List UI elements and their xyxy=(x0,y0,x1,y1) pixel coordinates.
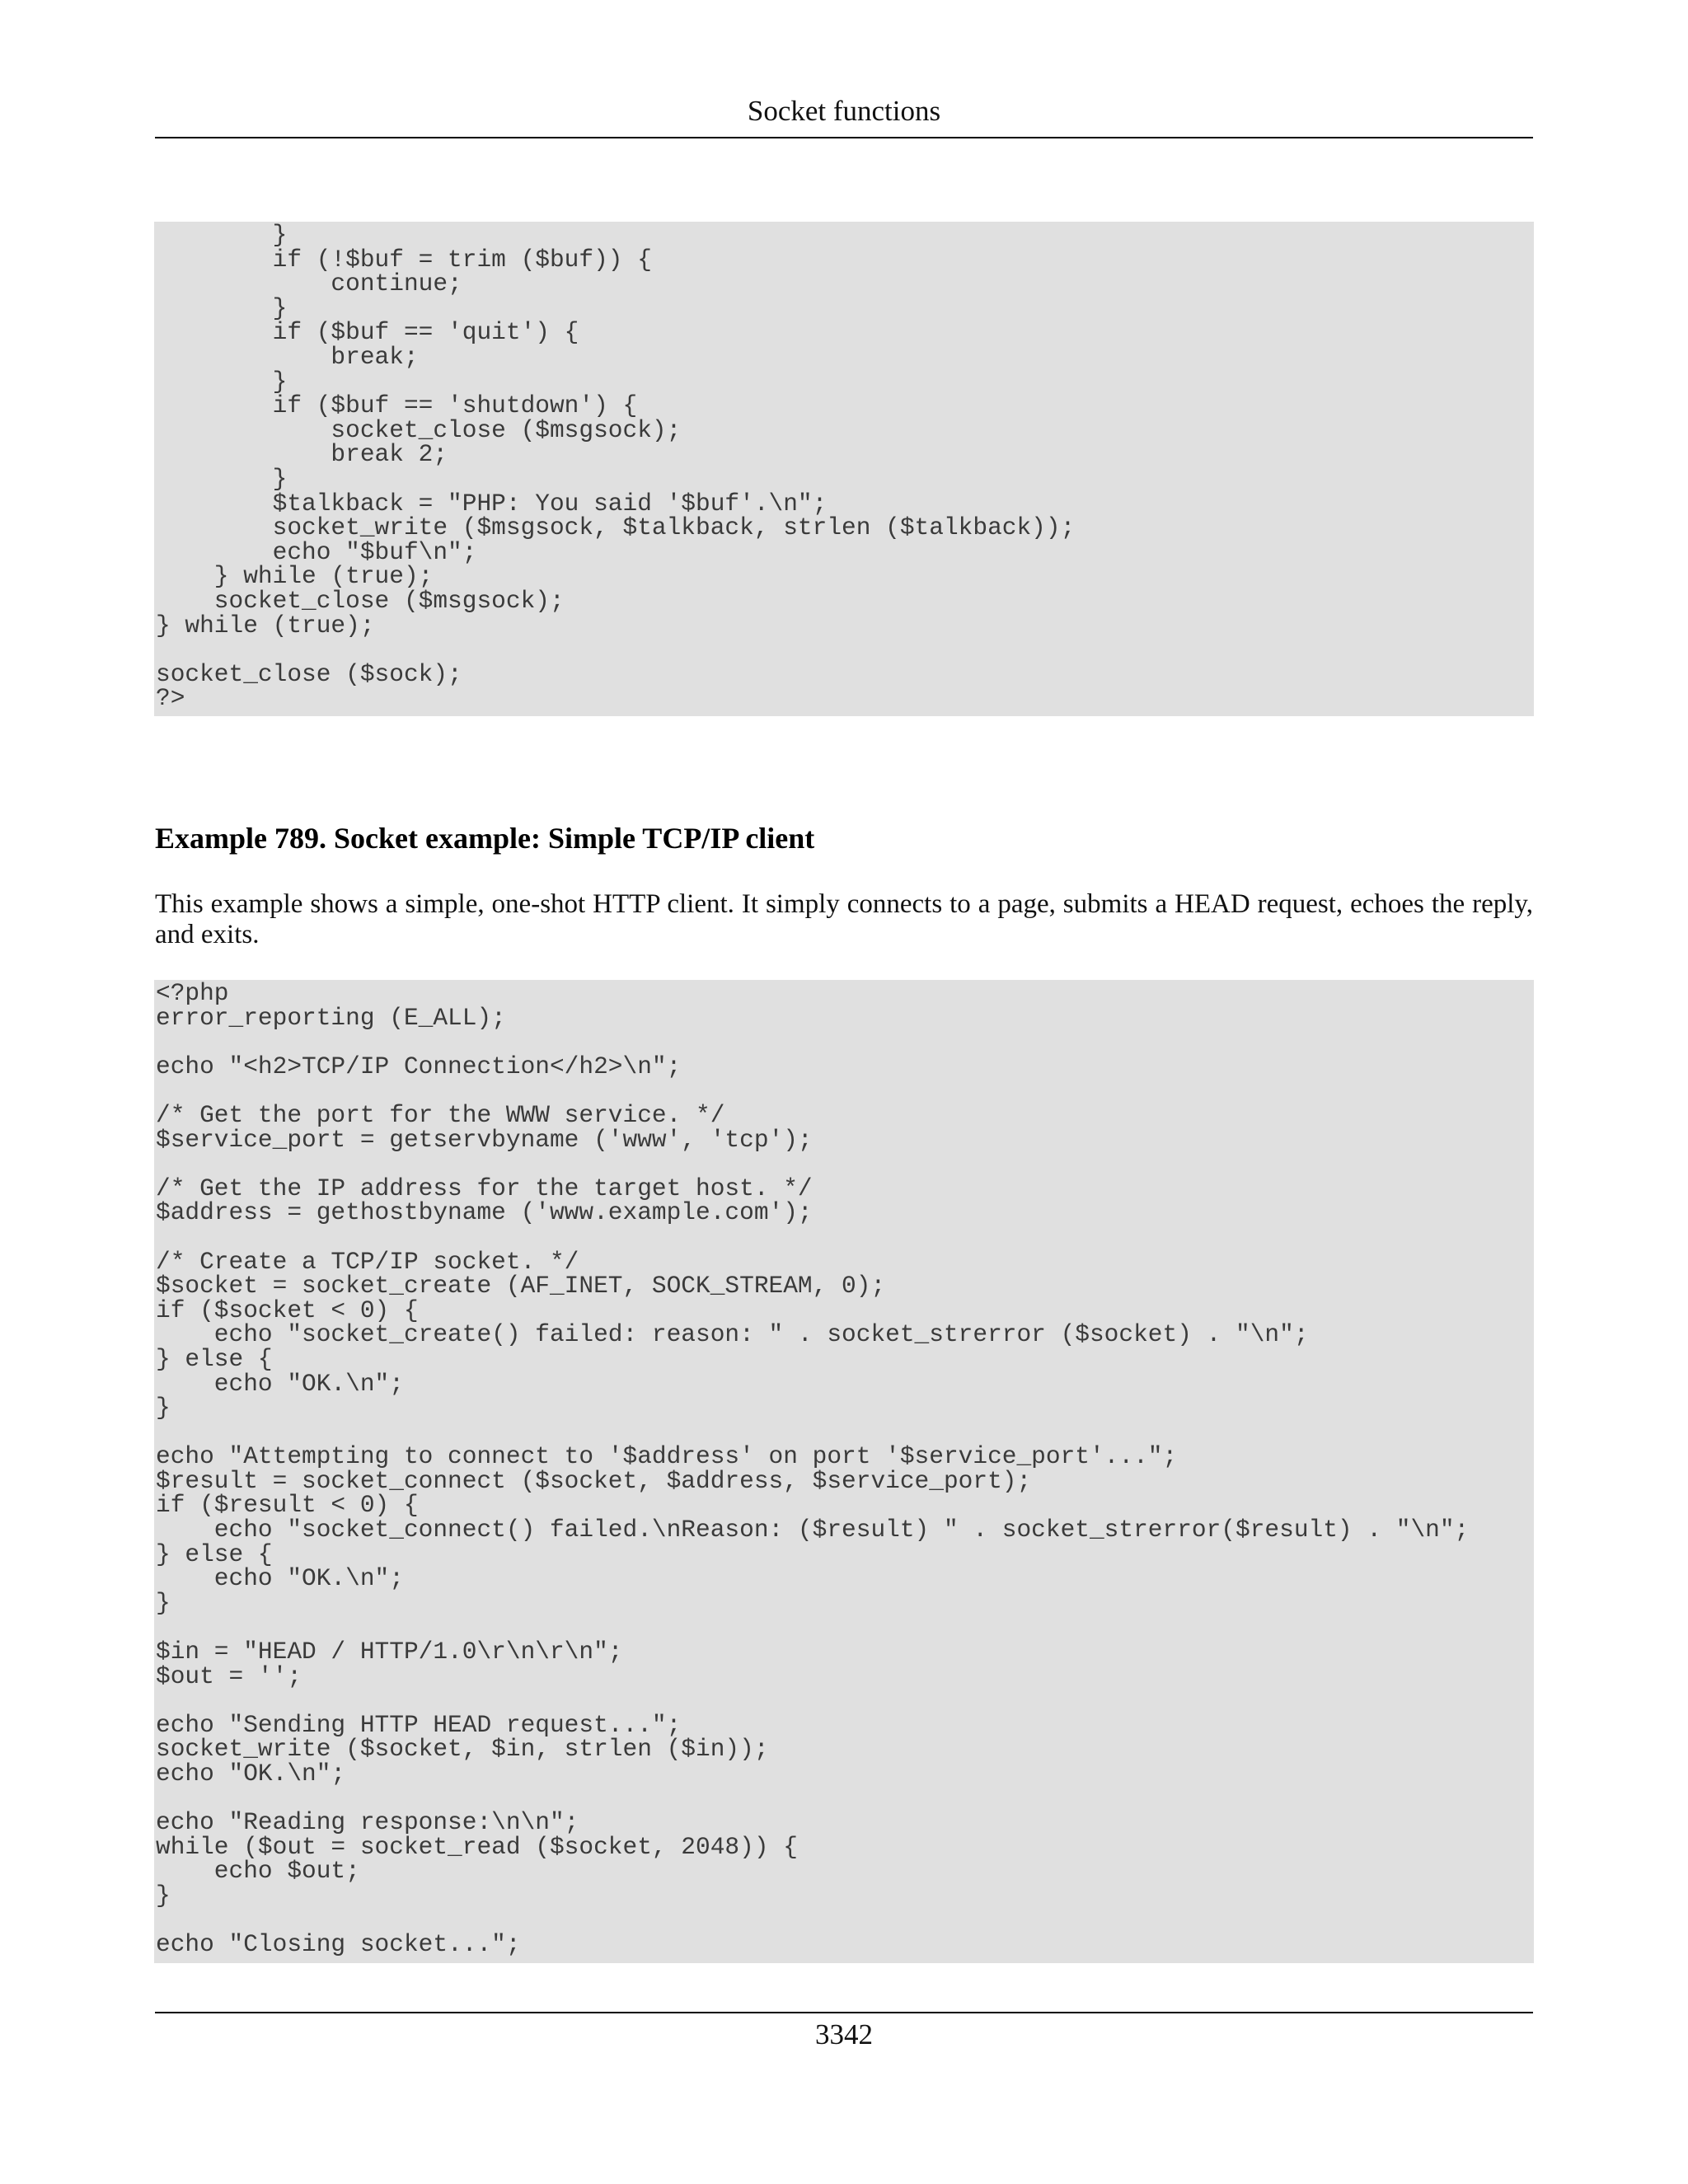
code-line: /* Get the IP address for the target host. */ xyxy=(156,1174,813,1202)
code-line: while ($out = socket_read ($socket, 2048)) { xyxy=(156,1832,798,1861)
code-line: if (!$buf = trim ($buf)) { xyxy=(156,245,652,274)
code-line: echo "OK.\n"; xyxy=(156,1564,404,1593)
code-line xyxy=(154,638,1534,663)
code-line: } xyxy=(156,1588,171,1617)
code-line: /* Get the port for the WWW service. */ xyxy=(156,1100,725,1129)
code-line: } while (true); xyxy=(156,562,434,591)
code-line: echo "Sending HTTP HEAD request..."; xyxy=(156,1710,682,1739)
code-line: } while (true); xyxy=(156,611,375,640)
code-line: break 2; xyxy=(156,440,448,469)
code-line: socket_write ($socket, $in, strlen ($in)); xyxy=(156,1735,769,1764)
code-line: continue; xyxy=(156,269,462,298)
footer-rule xyxy=(155,2012,1533,2013)
code-line xyxy=(154,1152,1534,1177)
code-line: $address = gethostbyname ('www.example.com'); xyxy=(156,1198,813,1227)
code-line: $service_port = getservbyname ('www', 'tcp'); xyxy=(156,1125,813,1154)
code-line: } xyxy=(156,1881,171,1910)
code-line: echo "Attempting to connect to '$address' on port '$service_port'..."; xyxy=(156,1442,1178,1471)
example-description: This example shows a simple, one-shot HTTP client. It simply connects to a page, submits a HEAD request, echoes the reply, and exits. xyxy=(155,889,1533,949)
code-line: break; xyxy=(156,342,419,371)
code-line: } else { xyxy=(156,1540,273,1568)
page-number: 3342 xyxy=(815,2018,873,2050)
code-line: $result = socket_connect ($socket, $address, $service_port); xyxy=(156,1466,1032,1495)
code-line: } else { xyxy=(156,1344,273,1373)
code-line: $talkback = "PHP: You said '$buf'.\n"; xyxy=(156,489,828,518)
code-block-server-end xyxy=(154,222,1534,716)
code-line: echo "OK.\n"; xyxy=(156,1760,346,1788)
code-line: } xyxy=(156,293,288,322)
code-line: echo "$buf\n"; xyxy=(156,537,477,566)
code-line: socket_close ($sock); xyxy=(156,659,462,688)
code-line: ?> xyxy=(156,684,185,713)
code-line: } xyxy=(156,1394,171,1422)
code-line: echo $out; xyxy=(156,1857,360,1886)
code-line xyxy=(154,1079,1534,1104)
code-line: echo "socket_create() failed: reason: " . socket_strerror ($socket) . "\n"; xyxy=(156,1320,1309,1349)
code-line: if ($buf == 'shutdown') { xyxy=(156,391,638,420)
code-line: $in = "HEAD / HTTP/1.0\r\n\r\n"; xyxy=(156,1638,623,1666)
code-line: echo "Closing socket..."; xyxy=(156,1930,521,1959)
code-line: if ($result < 0) { xyxy=(156,1491,419,1520)
code-line xyxy=(154,1615,1534,1640)
code-line: echo "<h2>TCP/IP Connection</h2>\n"; xyxy=(156,1052,682,1080)
running-header: Socket functions xyxy=(747,95,941,127)
code-line: echo "socket_connect() failed.\nReason: ($result) " . socket_strerror($result) . "\n"; xyxy=(156,1516,1470,1544)
code-line: socket_write ($msgsock, $talkback, strlen ($talkback)); xyxy=(156,513,1076,542)
code-line: echo "OK.\n"; xyxy=(156,1369,404,1398)
code-block-tcp-client xyxy=(154,980,1534,1963)
code-line: } xyxy=(156,464,288,493)
code-line xyxy=(154,1689,1534,1713)
code-line: $socket = socket_create (AF_INET, SOCK_STREAM, 0); xyxy=(156,1272,886,1301)
code-line xyxy=(154,1030,1534,1055)
example-title: Example 789. Socket example: Simple TCP/IP client xyxy=(155,822,815,855)
code-line xyxy=(154,1226,1534,1250)
code-line: if ($buf == 'quit') { xyxy=(156,318,579,347)
code-line: echo "Reading response:\n\n"; xyxy=(156,1808,579,1837)
code-line: socket_close ($msgsock); xyxy=(156,415,682,444)
code-line: <?php xyxy=(156,980,229,1007)
code-line: error_reporting (E_ALL); xyxy=(156,1003,506,1032)
code-line: $out = ''; xyxy=(156,1661,302,1690)
code-line: socket_close ($msgsock); xyxy=(156,586,565,615)
code-line: if ($socket < 0) { xyxy=(156,1296,419,1324)
code-line xyxy=(154,1909,1534,1933)
code-line: /* Create a TCP/IP socket. */ xyxy=(156,1247,579,1276)
code-line xyxy=(154,1787,1534,1811)
code-line: } xyxy=(156,367,288,396)
code-line: } xyxy=(156,222,288,249)
header-rule xyxy=(155,137,1533,138)
code-line xyxy=(154,1421,1534,1446)
